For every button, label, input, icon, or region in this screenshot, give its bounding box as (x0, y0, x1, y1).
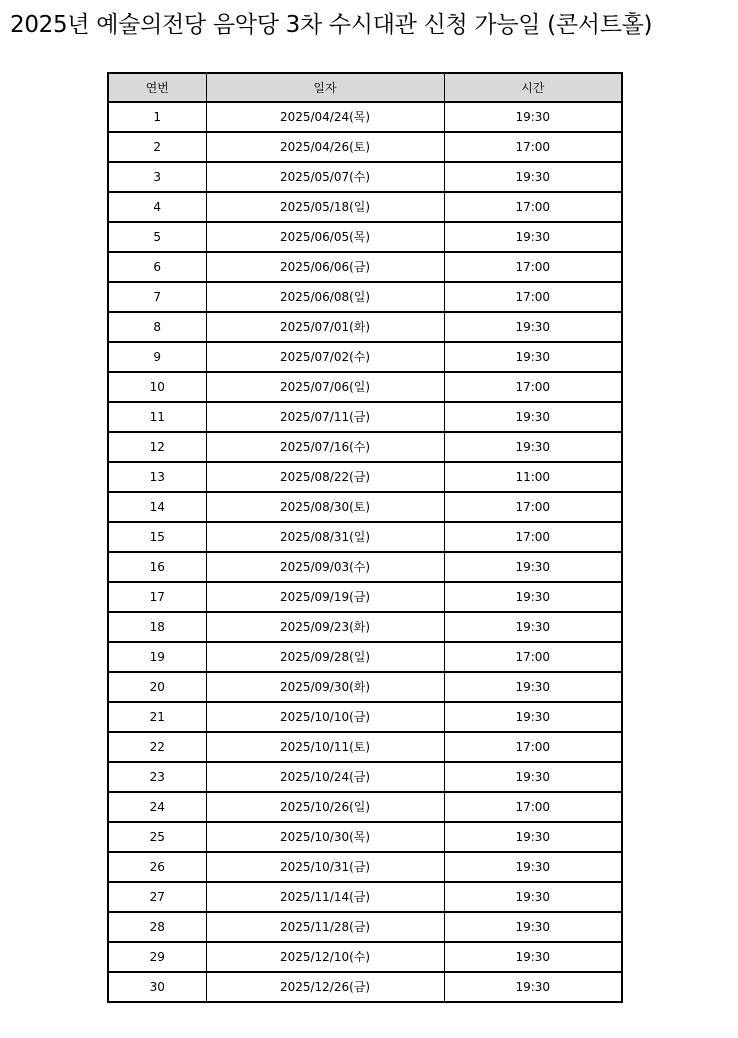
cell-date: 2025/10/10(금) (206, 702, 444, 732)
cell-date: 2025/08/31(일) (206, 522, 444, 552)
cell-time: 17:00 (444, 642, 622, 672)
cell-time: 19:30 (444, 672, 622, 702)
cell-no: 9 (108, 342, 206, 372)
cell-date: 2025/04/26(토) (206, 132, 444, 162)
cell-date: 2025/10/11(토) (206, 732, 444, 762)
cell-date: 2025/05/07(수) (206, 162, 444, 192)
cell-time: 17:00 (444, 192, 622, 222)
page-title: 2025년 예술의전당 음악당 3차 수시대관 신청 가능일 (콘서트홀) (10, 12, 653, 38)
header-time: 시간 (444, 73, 622, 102)
table-row (108, 852, 622, 882)
table-row (108, 222, 622, 252)
cell-no: 4 (108, 192, 206, 222)
cell-time: 17:00 (444, 132, 622, 162)
cell-time: 19:30 (444, 912, 622, 942)
schedule-table (107, 72, 623, 1003)
cell-time: 19:30 (444, 612, 622, 642)
table-row (108, 972, 622, 1002)
cell-date: 2025/11/14(금) (206, 882, 444, 912)
cell-no: 13 (108, 462, 206, 492)
cell-no: 2 (108, 132, 206, 162)
cell-time: 19:30 (444, 432, 622, 462)
table-row (108, 282, 622, 312)
cell-time: 19:30 (444, 342, 622, 372)
cell-time: 17:00 (444, 792, 622, 822)
table-row (108, 192, 622, 222)
cell-no: 20 (108, 672, 206, 702)
cell-time: 19:30 (444, 552, 622, 582)
cell-time: 19:30 (444, 882, 622, 912)
cell-no: 30 (108, 972, 206, 1002)
cell-date: 2025/09/23(화) (206, 612, 444, 642)
table-row (108, 342, 622, 372)
table-row (108, 882, 622, 912)
cell-no: 22 (108, 732, 206, 762)
cell-date: 2025/07/01(화) (206, 312, 444, 342)
cell-time: 19:30 (444, 402, 622, 432)
cell-date: 2025/04/24(목) (206, 102, 444, 132)
table-row (108, 582, 622, 612)
cell-date: 2025/10/26(일) (206, 792, 444, 822)
cell-no: 29 (108, 942, 206, 972)
cell-time: 19:30 (444, 222, 622, 252)
cell-time: 17:00 (444, 282, 622, 312)
cell-date: 2025/07/02(수) (206, 342, 444, 372)
cell-date: 2025/10/24(금) (206, 762, 444, 792)
cell-date: 2025/09/30(화) (206, 672, 444, 702)
cell-date: 2025/07/16(수) (206, 432, 444, 462)
cell-date: 2025/10/31(금) (206, 852, 444, 882)
cell-no: 8 (108, 312, 206, 342)
cell-no: 15 (108, 522, 206, 552)
cell-date: 2025/07/11(금) (206, 402, 444, 432)
cell-no: 12 (108, 432, 206, 462)
cell-time: 17:00 (444, 522, 622, 552)
cell-no: 3 (108, 162, 206, 192)
table-row (108, 732, 622, 762)
table-row (108, 672, 622, 702)
table-row (108, 372, 622, 402)
table-row (108, 252, 622, 282)
cell-time: 11:00 (444, 462, 622, 492)
cell-time: 17:00 (444, 252, 622, 282)
table-body (108, 102, 622, 1002)
cell-no: 5 (108, 222, 206, 252)
table-row (108, 642, 622, 672)
cell-time: 19:30 (444, 102, 622, 132)
table-row (108, 792, 622, 822)
cell-no: 11 (108, 402, 206, 432)
cell-no: 27 (108, 882, 206, 912)
cell-time: 19:30 (444, 972, 622, 1002)
cell-no: 26 (108, 852, 206, 882)
table-row (108, 522, 622, 552)
header-row (108, 73, 622, 102)
cell-time: 19:30 (444, 822, 622, 852)
cell-time: 17:00 (444, 372, 622, 402)
cell-time: 19:30 (444, 942, 622, 972)
cell-no: 1 (108, 102, 206, 132)
table-header (108, 73, 622, 102)
cell-date: 2025/09/03(수) (206, 552, 444, 582)
table-row (108, 702, 622, 732)
cell-time: 17:00 (444, 732, 622, 762)
cell-no: 24 (108, 792, 206, 822)
table-row (108, 942, 622, 972)
cell-no: 17 (108, 582, 206, 612)
header-date: 일자 (206, 73, 444, 102)
cell-date: 2025/11/28(금) (206, 912, 444, 942)
cell-no: 7 (108, 282, 206, 312)
cell-time: 19:30 (444, 582, 622, 612)
cell-no: 14 (108, 492, 206, 522)
table-row (108, 462, 622, 492)
cell-no: 19 (108, 642, 206, 672)
table-row (108, 612, 622, 642)
table-row (108, 552, 622, 582)
header-no: 연번 (108, 73, 206, 102)
table-row (108, 822, 622, 852)
table-row (108, 102, 622, 132)
cell-time: 19:30 (444, 162, 622, 192)
cell-no: 28 (108, 912, 206, 942)
cell-time: 19:30 (444, 702, 622, 732)
cell-date: 2025/06/05(목) (206, 222, 444, 252)
cell-date: 2025/06/08(일) (206, 282, 444, 312)
cell-no: 23 (108, 762, 206, 792)
table-row (108, 132, 622, 162)
table-row (108, 492, 622, 522)
cell-date: 2025/09/19(금) (206, 582, 444, 612)
cell-no: 25 (108, 822, 206, 852)
cell-date: 2025/07/06(일) (206, 372, 444, 402)
cell-time: 19:30 (444, 762, 622, 792)
cell-date: 2025/12/10(수) (206, 942, 444, 972)
cell-date: 2025/05/18(일) (206, 192, 444, 222)
cell-date: 2025/08/22(금) (206, 462, 444, 492)
cell-date: 2025/10/30(목) (206, 822, 444, 852)
cell-no: 10 (108, 372, 206, 402)
table-row (108, 762, 622, 792)
cell-time: 19:30 (444, 852, 622, 882)
cell-date: 2025/06/06(금) (206, 252, 444, 282)
cell-no: 6 (108, 252, 206, 282)
cell-no: 21 (108, 702, 206, 732)
cell-time: 19:30 (444, 312, 622, 342)
cell-date: 2025/09/28(일) (206, 642, 444, 672)
table-row (108, 912, 622, 942)
table-row (108, 162, 622, 192)
table-row (108, 402, 622, 432)
cell-no: 18 (108, 612, 206, 642)
cell-date: 2025/12/26(금) (206, 972, 444, 1002)
cell-date: 2025/08/30(토) (206, 492, 444, 522)
table-row (108, 432, 622, 462)
table-row (108, 312, 622, 342)
cell-no: 16 (108, 552, 206, 582)
cell-time: 17:00 (444, 492, 622, 522)
